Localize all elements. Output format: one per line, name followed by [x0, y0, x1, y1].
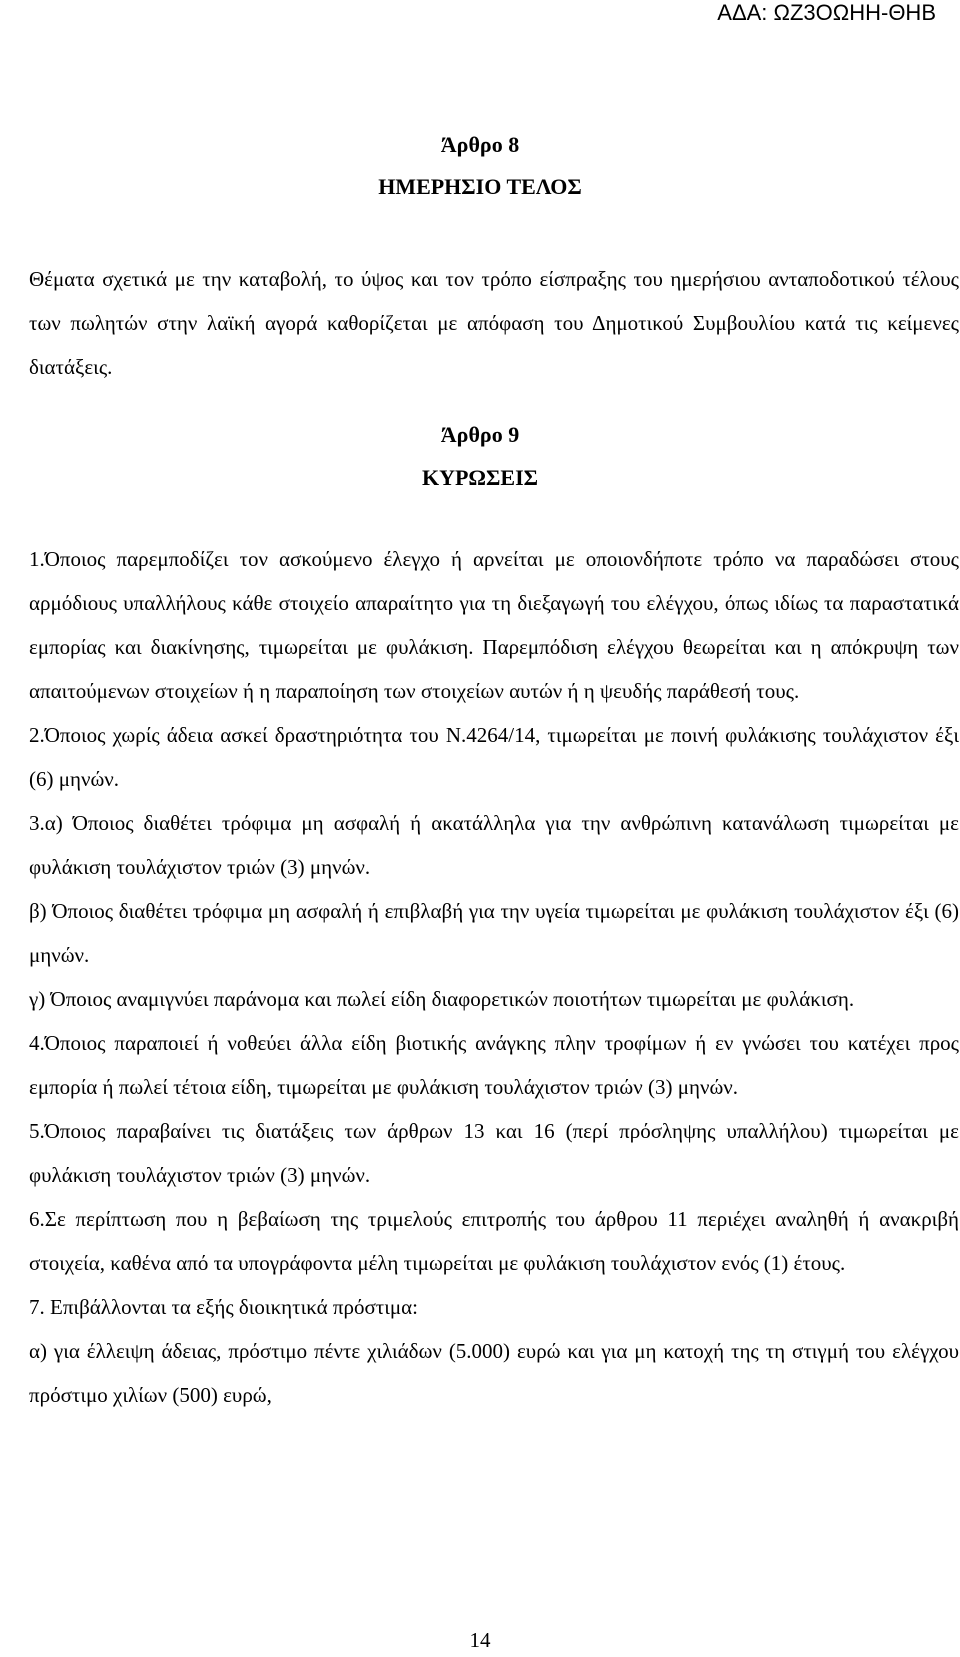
penalty-paragraph-3b: β) Όποιος διαθέτει τρόφιμα μη ασφαλή ή επιβλαβή για την υγεία τιμωρείται με φυλάκιση τουλάχιστον έξι (6) μηνών.: [29, 899, 959, 967]
penalty-paragraph-5: 5.Όποιος παραβαίνει τις διατάξεις των άρθρων 13 και 16 (περί πρόσληψης υπαλλήλου) τιμωρείται με φυλάκιση τουλάχιστον τριών (3) μηνών.: [29, 1119, 959, 1187]
article-8-body: [29, 257, 959, 389]
article-8-paragraph: Θέματα σχετικά με την καταβολή, το ύψος και τον τρόπο είσπραξης του ημερήσιου ανταποδοτικού τέλους των πωλητών στην λαϊκή αγορά καθορίζεται με απόφαση του Δημοτικού Συμβουλίου κατά τις κείμενες διατάξεις.: [29, 267, 959, 379]
article-8-title: ΗΜΕΡΗΣΙΟ ΤΕΛΟΣ: [378, 174, 582, 199]
article-9-number: Άρθρο 9: [440, 422, 520, 447]
article-8-number: Άρθρο 8: [440, 132, 520, 157]
penalty-paragraph-4: 4.Όποιος παραποιεί ή νοθεύει άλλα είδη βιοτικής ανάγκης πλην τροφίμων ή εν γνώσει του κατέχει προς εμπορία ή πωλεί τέτοια είδη, τιμωρείται με φυλάκιση τουλάχιστον τριών (3) μηνών.: [29, 1031, 959, 1099]
ada-identifier: ΑΔΑ: ΩΖ3ΟΩΗΗ-ΘΗΒ: [717, 0, 936, 25]
penalty-paragraph-2: 2.Όποιος χωρίς άδεια ασκεί δραστηριότητα του Ν.4264/14, τιμωρείται με ποινή φυλάκισης τουλάχιστον έξι (6) μηνών.: [29, 723, 959, 791]
article-9-body: [29, 537, 959, 1417]
article-9-title: ΚΥΡΩΣΕΙΣ: [421, 465, 539, 490]
penalty-paragraph-6: 6.Σε περίπτωση που η βεβαίωση της τριμελούς επιτροπής του άρθρου 11 περιέχει αναληθή ή ανακριβή στοιχεία, καθένα από τα υπογράφοντα μέλη τιμωρείται με φυλάκιση τουλάχιστον ενός (1) έτους.: [29, 1207, 959, 1275]
penalty-paragraph-3a: 3.α) Όποιος διαθέτει τρόφιμα μη ασφαλή ή ακατάλληλα για την ανθρώπινη κατανάλωση τιμωρείται με φυλάκιση τουλάχιστον τριών (3) μηνών.: [29, 811, 959, 879]
page-number: 14: [469, 1628, 491, 1652]
penalty-paragraph-1: 1.Όποιος παρεμποδίζει τον ασκούμενο έλεγχο ή αρνείται με οποιονδήποτε τρόπο να παραδώσει στους αρμόδιους υπαλλήλους κάθε στοιχείο απαραίτητο για τη διεξαγωγή του ελέγχου, όπως ιδίως τα παραστατικά εμπορίας και διακίνησης, τιμωρείται με φυλάκιση. Παρεμπόδιση ελέγχου θεωρείται και η απόκρυψη των απαιτούμενων στοιχείων ή η παραποίηση των στοιχείων αυτών ή η ψευδής παράθεσή τους.: [29, 547, 959, 703]
penalty-paragraph-3c: γ) Όποιος αναμιγνύει παράνομα και πωλεί είδη διαφορετικών ποιοτήτων τιμωρείται με φυλάκιση.: [29, 987, 855, 1011]
penalty-paragraph-7a: α) για έλλειψη άδειας, πρόστιμο πέντε χιλιάδων (5.000) ευρώ και για μη κατοχή της τη στιγμή του ελέγχου πρόστιμο χιλίων (500) ευρώ,: [29, 1339, 959, 1407]
penalty-paragraph-7: 7. Επιβάλλονται τα εξής διοικητικά πρόστιμα:: [29, 1295, 418, 1319]
